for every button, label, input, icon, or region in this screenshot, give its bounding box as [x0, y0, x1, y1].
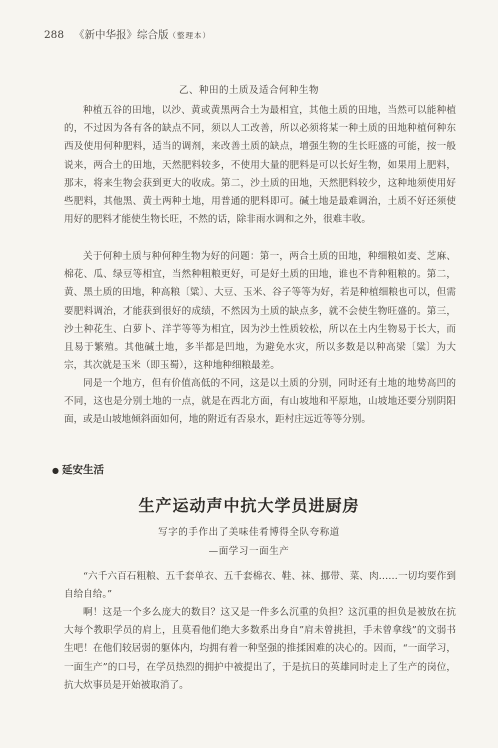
page-number: 288 — [44, 29, 65, 41]
article-title: 生产运动声中抗大学员进厨房 — [138, 496, 360, 515]
bullet-icon: ● — [52, 466, 59, 475]
section-tag-label: 延安生活 — [61, 464, 104, 476]
paragraph: 种植五谷的田地，以沙、黄或黄黑两合土为最相宜，其他土质的田地，当然可以能种植的，不过因为各有各的缺点不同，须以人工改善，所以必须将某一种土质的田地种植何种东西及使用何种肥料，适当的调剂，来改善土质的缺点，增强生物的生长旺盛的可能，按一般说来，两合土的田地，天然肥料较多，不使用大量的肥料是可以长好生物，如果用上肥料，那末，将来生物会获到更大的收成。第二，沙土质的田地，天然肥料较少，这种地须使用好些肥料，其他黑、黄土两种土地，用普通的肥料即可。碱土地是最难调治，土质不好还须使用好的肥料才能使生物长旺，不然的话，除非雨水调和之外，很难丰收。 — [64, 105, 456, 226]
section-heading: 乙、种田的土质及适合何种生物 — [178, 85, 319, 96]
paragraph: 关于何种土质与种何种生物为好的问题：第一，两合土质的田地，种细粮如麦、芝麻、棉花、瓜、绿豆等相宜，当然种粗粮更好，可是好土质的田地，谁也不肯种粗粮的。第二，黄、黑土质的田地，种高粮〔粱〕、大豆、玉米、谷子等等为好，若是种植细粮也可以，但需要肥料调治，才能获到很好的成绩，不然因为土质的缺点多，就不会使生物旺盛的。第三，沙土种花生、白萝卜、洋芋等等为相宜，因为沙土性质较松，所以在土内生物易于长大，而且易于繁殖。其他碱土地，多半都是凹地，为避免水灾，所以多数是以种高梁〔粱〕为大宗，其次就是玉米（即玉蜀），这种地种细粮最差。 — [64, 251, 456, 372]
paragraph: “六千六百石粗粮、五千套单衣、五千套棉衣、鞋、袜、挪带、菜、肉……一切均要作到自给自给。” — [64, 571, 456, 601]
edition-note: （整理本） — [168, 31, 212, 40]
publication-title: 《新中华报》综合版 — [74, 29, 169, 41]
paragraph: 啊！这是一个多么庞大的数目？这又是一件多么沉重的负担？这沉重的担负是被放在抗大每个教职学员的肩上，且莫看他们绝大多数系出身自”肩未曾挑担，手未曾拿线”的文弱书生吧！在他们较居弱的躯体内，均拥有着一种坚强的推揉困难的决心的。因而，“一面学习，一面生产”的口号，在学员热烈的拥护中被提出了，于是抗日的英雄同时走上了生产的岗位，抗大炊事员是开始被取消了。 — [64, 607, 456, 691]
article-subtitle: 写字的手作出了美味佳肴博得全队夸称道 — [158, 527, 340, 538]
section-tag — [52, 462, 104, 477]
running-header — [44, 27, 211, 42]
paragraph: 同是一个地方，但有价值高低的不同，这是以土质的分别，同时还有土地的地势高凹的不同，这也是分别土地的一点，就是在西北方面，有山坡地和平原地，山坡地还要分别阴阳面，或是山坡地倾斜面如何，地的附近有否泉水，距村庄远近等等分别。 — [64, 378, 456, 426]
article-subtitle-secondary: —面学习一面生产 — [208, 546, 290, 557]
